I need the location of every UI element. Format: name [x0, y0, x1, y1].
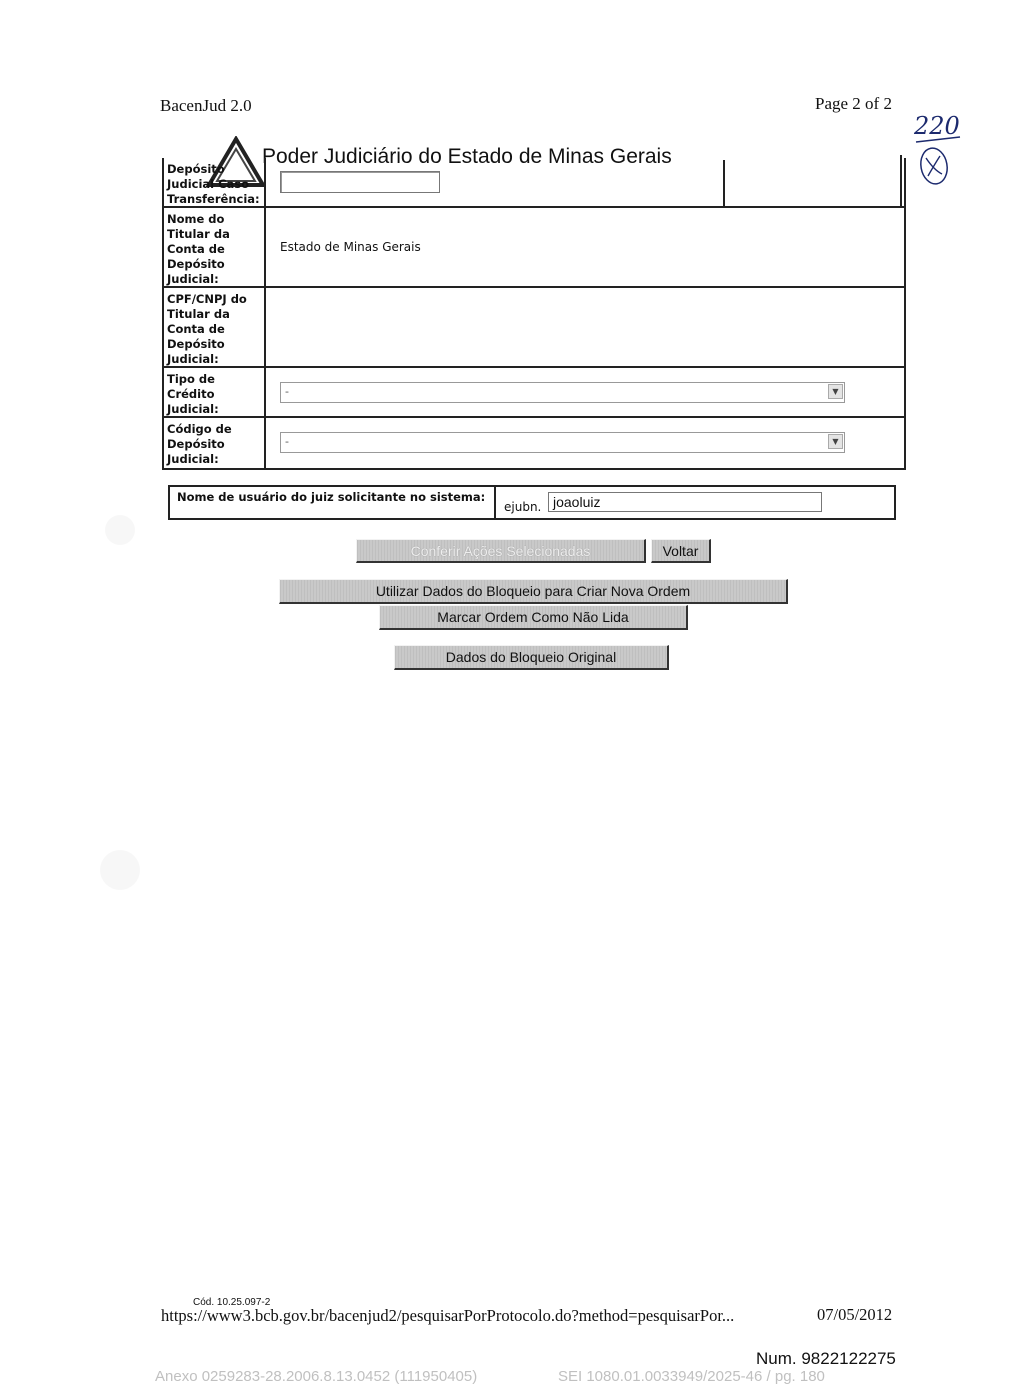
form-row-label: CPF/CNPJ do Titular da Conta de Depósito Judicial:: [164, 288, 266, 366]
transfer-deposit-input[interactable]: [280, 171, 440, 193]
page-indicator: Page 2 of 2: [815, 94, 892, 113]
credit-type-selected-value: -: [285, 385, 289, 398]
form-row-credit-type: [164, 368, 904, 418]
mark-unread-button[interactable]: Marcar Ordem Como Não Lida: [379, 605, 688, 630]
holder-document-value: [268, 288, 904, 366]
handwritten-number-text: 220: [914, 112, 960, 140]
deposit-code-selected-value: -: [285, 435, 289, 448]
form-row-holder-document: [164, 288, 904, 368]
court-name-banner: Poder Judiciário do Estado de Minas Gerais: [262, 145, 672, 168]
scan-smudge: [100, 850, 140, 890]
form-row-label: Tipo de Crédito Judicial:: [164, 368, 266, 416]
holder-name-value: Estado de Minas Gerais: [280, 240, 421, 254]
judge-username-label: Nome de usuário do juiz solicitante no sistema:: [170, 487, 496, 518]
chevron-down-icon[interactable]: ▼: [828, 434, 843, 449]
handwritten-page-number: [912, 106, 964, 192]
judicial-deposit-form: [162, 158, 906, 470]
judge-username-input[interactable]: joaoluiz: [548, 492, 822, 512]
judge-username-prefix: ejubn.: [504, 500, 542, 514]
browser-print-title: BacenJud 2.0: [160, 96, 252, 115]
check-selected-actions-button[interactable]: Conferir Ações Selecionadas: [356, 539, 646, 563]
credit-type-select[interactable]: [280, 382, 845, 403]
footer-date: 07/05/2012: [817, 1305, 893, 1324]
original-block-data-button[interactable]: Dados do Bloqueio Original: [394, 645, 669, 670]
form-row-label: Nome do Titular da Conta de Depósito Judicial:: [164, 208, 266, 286]
chevron-down-icon[interactable]: ▼: [828, 384, 843, 399]
form-row-deposit-code: [164, 418, 904, 468]
footer-form-code: Cód. 10.25.097-2: [193, 1297, 271, 1308]
judge-username-row: [168, 485, 896, 520]
form-row-label: Código de Depósito Judicial:: [164, 418, 266, 468]
sei-reference: SEI 1080.01.0033949/2025-46 / pg. 180: [558, 1368, 825, 1385]
annex-reference: Anexo 0259283-28.2006.8.13.0452 (111950405): [155, 1368, 478, 1385]
form-row-transfer-deposit: [164, 158, 904, 208]
form-row-label: Depósito Judicial Caso Transferência:: [164, 158, 266, 206]
form-row-holder-name: [164, 208, 904, 288]
document-number: Num. 9822122275: [756, 1349, 896, 1368]
deposit-code-select[interactable]: [280, 432, 845, 453]
create-new-order-button[interactable]: Utilizar Dados do Bloqueio para Criar Nova Ordem: [279, 579, 788, 604]
scan-smudge: [105, 515, 135, 545]
footer-url: https://www3.bcb.gov.br/bacenjud2/pesquisarPorProtocolo.do?method=pesquisarPor...: [161, 1306, 735, 1325]
back-button[interactable]: Voltar: [651, 539, 711, 563]
